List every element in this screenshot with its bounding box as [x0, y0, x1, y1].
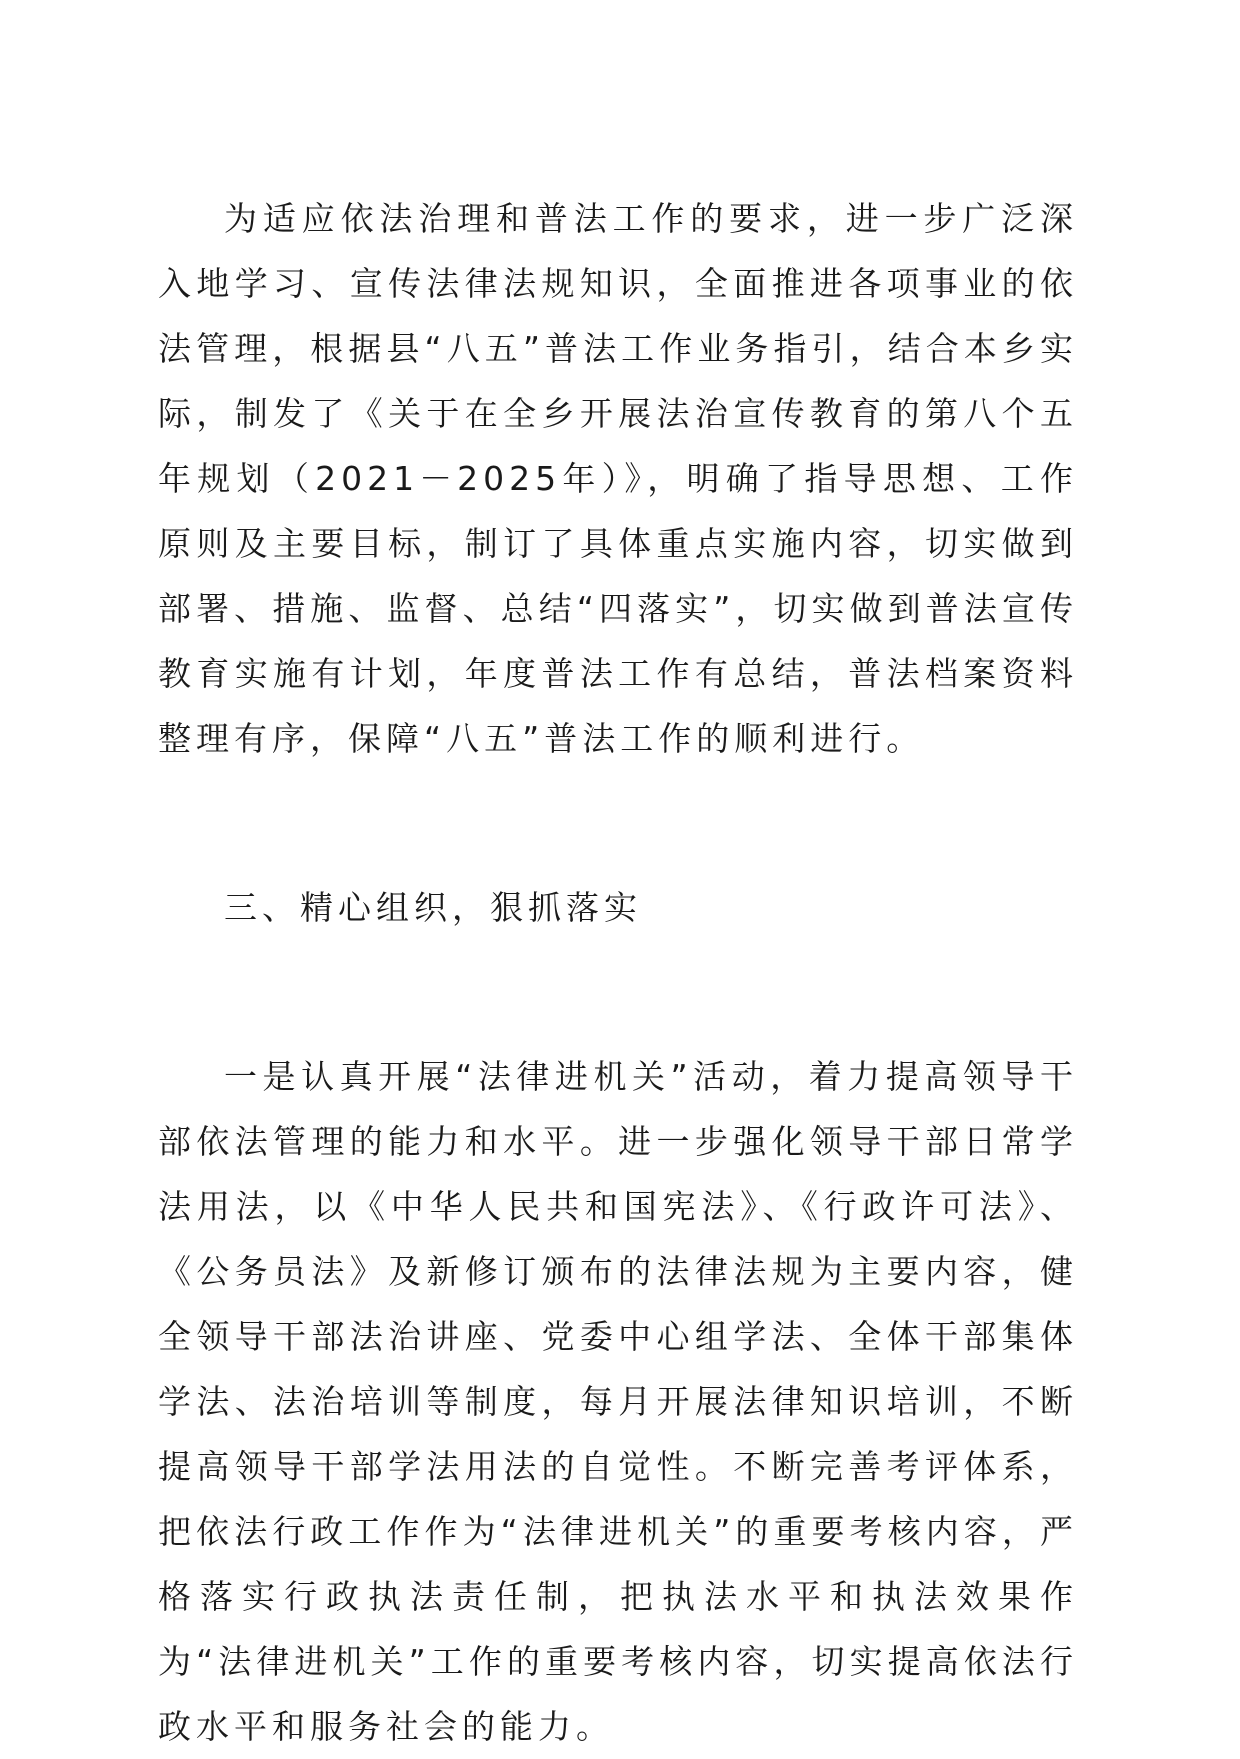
document-body	[158, 186, 1078, 1759]
section-heading: 三、精心组织，狠抓落实	[224, 888, 642, 927]
paragraph-spacer	[158, 771, 1078, 875]
intro-paragraph: 为适应依法治理和普法工作的要求，进一步广泛深入地学习、宣传法律法规知识，全面推进各项事业的依法管理，根据县“八五”普法工作业务指引，结合本乡实际，制发了《关于在全乡开展法治宣传教育的第八个五年规划（2021－2025年）》，明确了指导思想、工作原则及主要目标，制订了具体重点实施内容，切实做到部署、措施、监督、总结“四落实”，切实做到普法宣传教育实施有计划，年度普法工作有总结，普法档案资料整理有序，保障“八五”普法工作的顺利进行。	[158, 199, 1078, 758]
heading-spacer	[158, 940, 1078, 1044]
section-body-paragraph: 一是认真开展“法律进机关”活动，着力提高领导干部依法管理的能力和水平。进一步强化领导干部日常学法用法，以《中华人民共和国宪法》、《行政许可法》、《公务员法》及新修订颁布的法律法规为主要内容，健全领导干部法治讲座、党委中心组学法、全体干部集体学法、法治培训等制度，每月开展法律知识培训，不断提高领导干部学法用法的自觉性。不断完善考评体系，把依法行政工作作为“法律进机关”的重要考核内容，严格落实行政执法责任制，把执法水平和执法效果作为“法律进机关”工作的重要考核内容，切实提高依法行政水平和服务社会的能力。	[158, 1057, 1078, 1746]
